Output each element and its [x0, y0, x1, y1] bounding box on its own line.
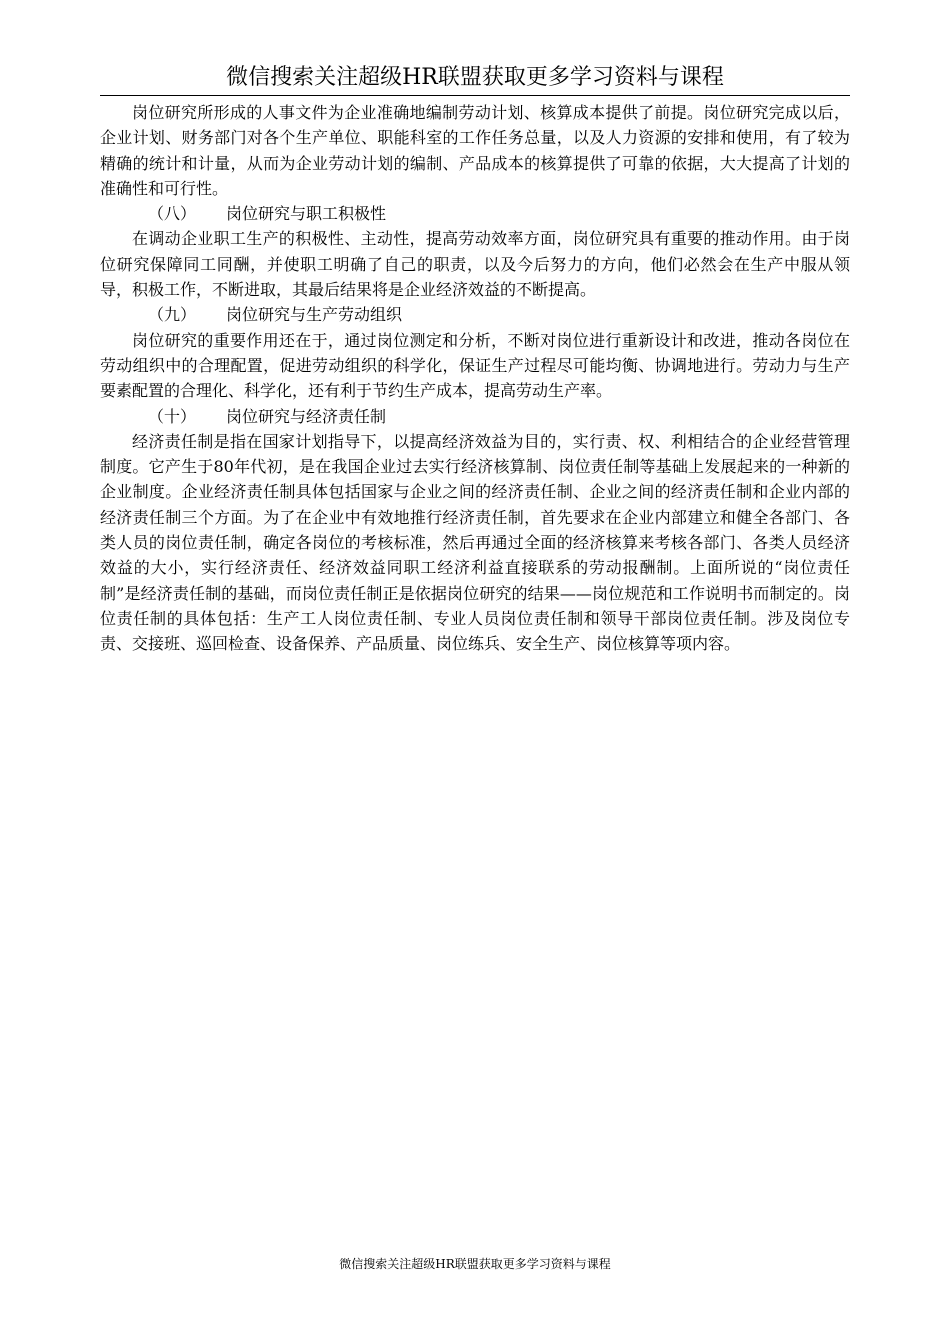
section-number: （八） — [148, 204, 197, 224]
section-heading-8 — [100, 201, 850, 226]
section-title: 岗位研究与生产劳动组织 — [226, 305, 403, 325]
section-title: 岗位研究与职工积极性 — [226, 204, 387, 224]
section-heading-10 — [100, 404, 850, 429]
section-heading-9 — [100, 302, 850, 327]
section-title: 岗位研究与经济责任制 — [226, 406, 387, 426]
document-body — [100, 100, 850, 657]
paragraph-job-research-cost-planning: 岗位研究所形成的人事文件为企业准确地编制劳动计划、核算成本提供了前提。岗位研究完成以后，企业计划、财务部门对各个生产单位、职能科室的工作任务总量，以及人力资源的安排和使用，有了较为精确的统计和计量，从而为企业劳动计划的编制、产品成本的核算提供了可靠的依据，大大提高了计划的准确性和可行性。 — [100, 103, 850, 198]
page-footer: 微信搜索关注超级HR联盟获取更多学习资料与课程 — [339, 1257, 611, 1271]
paragraph-labor-organization: 岗位研究的重要作用还在于，通过岗位测定和分析，不断对岗位进行重新设计和改进，推动各岗位在劳动组织中的合理配置，促进劳动组织的科学化，保证生产过程尽可能均衡、协调地进行。劳动力与生产要素配置的合理化、科学化，还有利于节约生产成本，提高劳动生产率。 — [100, 330, 850, 401]
section-number: （九） — [148, 305, 197, 325]
page-header: 微信搜索关注超级HR联盟获取更多学习资料与课程 — [100, 63, 850, 96]
paragraph-economic-responsibility: 经济责任制是指在国家计划指导下，以提高经济效益为目的，实行责、权、利相结合的企业经营管理制度。它产生于80年代初，是在我国企业过去实行经济核算制、岗位责任制等基础上发展起来的一种新的企业制度。企业经济责任制具体包括国家与企业之间的经济责任制、企业之间的经济责任制和企业内部的经济责任制三个方面。为了在企业中有效地推行经济责任制，首先要求在企业内部建立和健全各部门、各类人员的岗位责任制，确定各岗位的考核标准，然后再通过全面的经济核算来考核各部门、各类人员经济效益的大小，实行经济责任、经济效益同职工经济利益直接联系的劳动报酬制。上面所说的“岗位责任制”是经济责任制的基础，而岗位责任制正是依据岗位研究的结果——岗位规范和工作说明书而制定的。岗位责任制的具体包括：生产工人岗位责任制、专业人员岗位责任制和领导干部岗位责任制。涉及岗位专责、交接班、巡回检查、设备保养、产品质量、岗位练兵、安全生产、岗位核算等项内容。 — [100, 431, 850, 654]
section-number: （十） — [148, 406, 197, 426]
paragraph-employee-motivation: 在调动企业职工生产的积极性、主动性，提高劳动效率方面，岗位研究具有重要的推动作用。由于岗位研究保障同工同酬，并使职工明确了自己的职责，以及今后努力的方向，他们必然会在生产中服从领导，积极工作，不断进取，其最后结果将是企业经济效益的不断提高。 — [100, 229, 850, 300]
